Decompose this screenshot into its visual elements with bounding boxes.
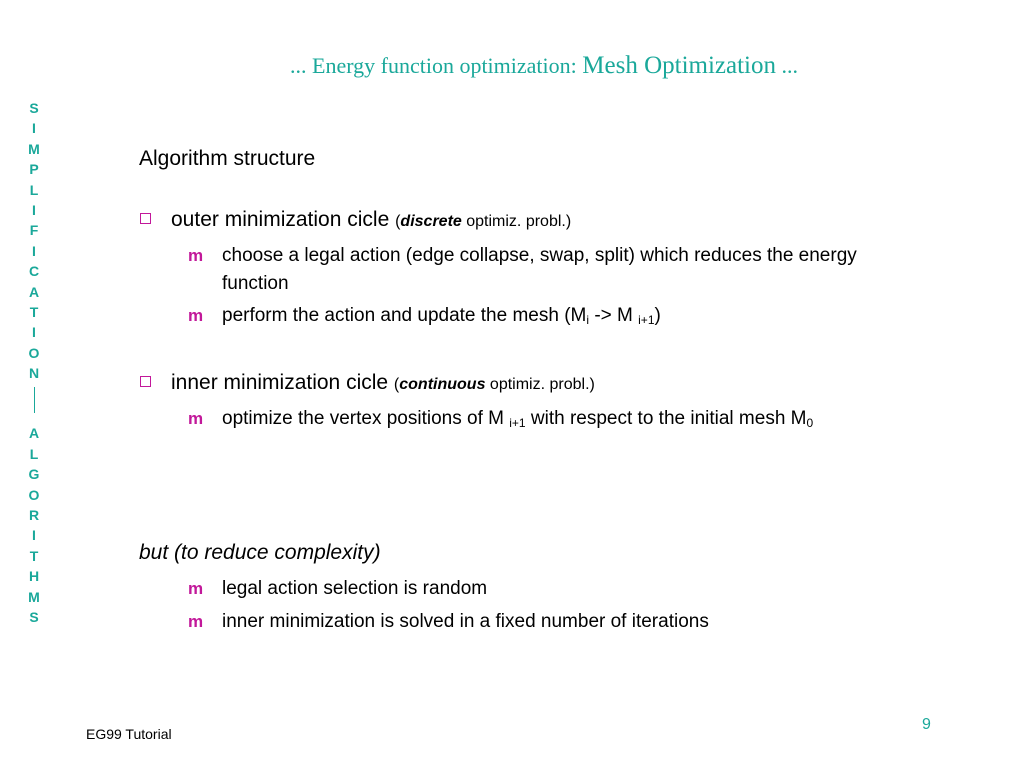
complexity-item-text: inner minimization is solved in a fixed number of iterations	[222, 611, 709, 632]
page-number: 9	[922, 716, 931, 733]
circle-bullet-icon: m	[188, 579, 204, 598]
side-separator	[34, 387, 35, 413]
footer-label: EG99 Tutorial	[86, 726, 172, 742]
side-letter: T	[29, 547, 39, 564]
inner-cycle-emph: continuous	[399, 376, 486, 393]
complexity-item-text: legal action selection is random	[222, 578, 488, 599]
side-letter: M	[28, 588, 40, 605]
complexity-item	[188, 575, 878, 603]
inner-sub-item	[188, 405, 878, 437]
side-letter: H	[28, 568, 40, 585]
section-heading: Algorithm structure	[139, 147, 316, 170]
side-letter: I	[32, 324, 36, 341]
side-letter: I	[32, 201, 36, 218]
inner-cycle-item	[140, 371, 595, 395]
inner-cycle-label: inner minimization cicle	[171, 371, 389, 394]
outer-sub-item-text: perform the action and update the mesh ($M_i -> M$ $_{i+1}$)	[222, 305, 661, 327]
outer-sub-item	[188, 302, 878, 334]
side-letter: S	[29, 608, 39, 625]
outer-cycle-emph: discrete	[400, 213, 462, 230]
side-letter: A	[28, 283, 40, 300]
outer-cycle-label: outer minimization cicle	[171, 208, 390, 231]
inner-cycle-note: (continuous optimiz. probl.)	[393, 376, 595, 393]
side-label	[22, 98, 46, 627]
title-part3: ...	[776, 53, 798, 78]
outer-sub-item	[188, 242, 878, 298]
side-letter: N	[28, 365, 40, 382]
side-letter: I	[32, 527, 36, 544]
circle-bullet-icon: m	[188, 409, 204, 428]
square-bullet-icon	[140, 213, 151, 224]
circle-bullet-icon: m	[188, 306, 204, 325]
side-letter: F	[29, 222, 39, 239]
side-letter: G	[28, 466, 40, 483]
inner-sub-item-text: optimize the vertex positions of M $_{i+1}$ with respect to the initial mesh $M_0$	[222, 408, 814, 430]
circle-bullet-icon: m	[188, 612, 204, 631]
side-letter: L	[29, 445, 39, 462]
outer-sub-item-text: choose a legal action (edge collapse, swap, split) which reduces the energy function	[222, 245, 857, 294]
side-letter: I	[32, 242, 36, 259]
outer-cycle-note: (discrete optimiz. probl.)	[395, 213, 572, 230]
side-letter: O	[28, 344, 40, 361]
side-letter: T	[29, 303, 39, 320]
side-letter: L	[29, 181, 39, 198]
complexity-heading: but (to reduce complexity)	[139, 541, 381, 564]
side-letter: M	[28, 140, 40, 157]
title-part2: Mesh Optimization	[582, 52, 776, 79]
side-letter: R	[28, 507, 40, 524]
side-letter: P	[29, 161, 39, 178]
side-letter: S	[29, 100, 39, 116]
circle-bullet-icon: m	[188, 246, 204, 265]
title-part1: ... Energy function optimization:	[290, 53, 583, 78]
side-letter: I	[32, 120, 36, 137]
complexity-item	[188, 608, 878, 636]
side-letter: A	[28, 425, 40, 442]
side-letter: C	[28, 263, 40, 280]
square-bullet-icon	[140, 376, 151, 387]
outer-cycle-item	[140, 208, 571, 232]
slide-title	[290, 52, 950, 80]
side-letter: O	[28, 486, 40, 503]
